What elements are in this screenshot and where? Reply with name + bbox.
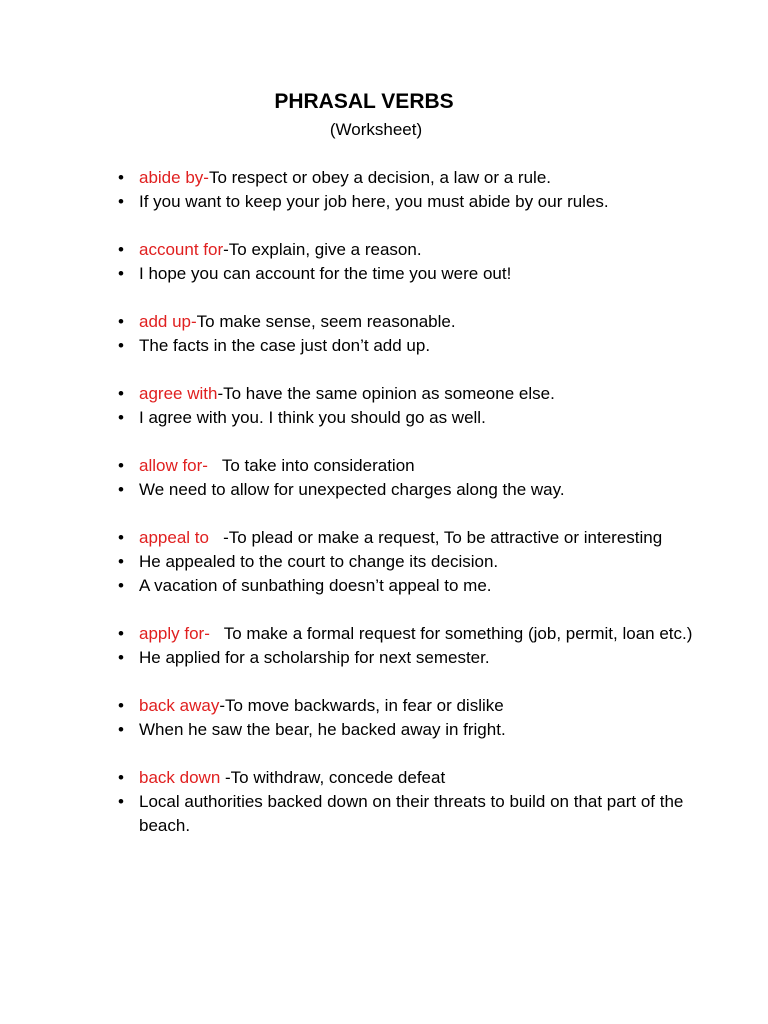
phrasal-verb-term: allow for- — [139, 456, 208, 475]
entry-group — [118, 166, 699, 214]
phrasal-verb-term: appeal to — [139, 528, 209, 547]
entry-group — [118, 310, 699, 358]
example-item — [118, 790, 699, 838]
example-text: I hope you can account for the time you were out! — [139, 264, 512, 283]
entry-group — [118, 526, 699, 598]
entry-group — [118, 382, 699, 430]
definition-text: -To move backwards, in fear or dislike — [219, 696, 504, 715]
bullet-icon: • — [118, 696, 124, 715]
example-text: When he saw the bear, he backed away in fright. — [139, 720, 506, 739]
definition-text: -To have the same opinion as someone else. — [217, 384, 555, 403]
definition-item — [118, 622, 699, 646]
bullet-icon: • — [118, 384, 124, 403]
example-item — [118, 574, 699, 598]
example-item — [118, 262, 699, 286]
phrasal-verb-term: agree with — [139, 384, 218, 403]
entry-group — [118, 694, 699, 742]
example-text: If you want to keep your job here, you must abide by our rules. — [139, 192, 609, 211]
bullet-icon: • — [118, 264, 124, 283]
definition-item — [118, 526, 699, 550]
phrasal-verb-term: apply for- — [139, 624, 210, 643]
phrasal-verb-term: back down — [139, 768, 221, 787]
example-text: The facts in the case just don’t add up. — [139, 336, 431, 355]
bullet-icon: • — [118, 456, 124, 475]
example-item — [118, 478, 699, 502]
bullet-icon: • — [118, 552, 124, 571]
example-text: A vacation of sunbathing doesn’t appeal to me. — [139, 576, 492, 595]
definition-item — [118, 238, 699, 262]
bullet-icon: • — [118, 336, 124, 355]
bullet-icon: • — [118, 528, 124, 547]
bullet-icon: • — [118, 240, 124, 259]
definition-text: To make sense, seem reasonable. — [196, 312, 456, 331]
definition-text: -To explain, give a reason. — [223, 240, 422, 259]
example-text: Local authorities backed down on their threats to build on that part of the beach. — [139, 792, 684, 835]
bullet-icon: • — [118, 576, 124, 595]
example-item — [118, 718, 699, 742]
entry-group — [118, 238, 699, 286]
example-item — [118, 334, 699, 358]
definition-item — [118, 454, 699, 478]
example-text: We need to allow for unexpected charges along the way. — [139, 480, 565, 499]
phrasal-verb-list — [118, 166, 699, 862]
definition-item — [118, 694, 699, 718]
definition-item — [118, 310, 699, 334]
definition-item — [118, 766, 699, 790]
example-text: He applied for a scholarship for next semester. — [139, 648, 490, 667]
bullet-icon: • — [118, 480, 124, 499]
entry-group — [118, 622, 699, 670]
bullet-icon: • — [118, 768, 124, 787]
bullet-icon: • — [118, 792, 124, 811]
example-item — [118, 646, 699, 670]
definition-text: To respect or obey a decision, a law or a rule. — [208, 168, 552, 187]
entry-group — [118, 766, 699, 838]
definition-item — [118, 382, 699, 406]
bullet-icon: • — [118, 720, 124, 739]
bullet-icon: • — [118, 168, 124, 187]
bullet-icon: • — [118, 312, 124, 331]
definition-text: To make a formal request for something (job, permit, loan etc.) — [209, 624, 693, 643]
phrasal-verb-term: back away — [139, 696, 220, 715]
bullet-icon: • — [118, 648, 124, 667]
phrasal-verb-term: account for — [139, 240, 224, 259]
page-title: PHRASAL VERBS — [274, 90, 454, 113]
phrasal-verb-term: add up- — [139, 312, 197, 331]
example-text: I agree with you. I think you should go as well. — [139, 408, 486, 427]
example-text: He appealed to the court to change its decision. — [139, 552, 499, 571]
definition-text: -To withdraw, concede defeat — [220, 768, 446, 787]
bullet-icon: • — [118, 408, 124, 427]
bullet-icon: • — [118, 624, 124, 643]
page-subtitle: (Worksheet) — [329, 120, 423, 139]
entry-group — [118, 454, 699, 502]
definition-text: To take into consideration — [207, 456, 415, 475]
example-item — [118, 406, 699, 430]
bullet-icon: • — [118, 192, 124, 211]
definition-text: -To plead or make a request, To be attractive or interesting — [208, 528, 663, 547]
phrasal-verb-term: abide by- — [139, 168, 209, 187]
example-item — [118, 550, 699, 574]
example-item — [118, 190, 699, 214]
definition-item — [118, 166, 699, 190]
